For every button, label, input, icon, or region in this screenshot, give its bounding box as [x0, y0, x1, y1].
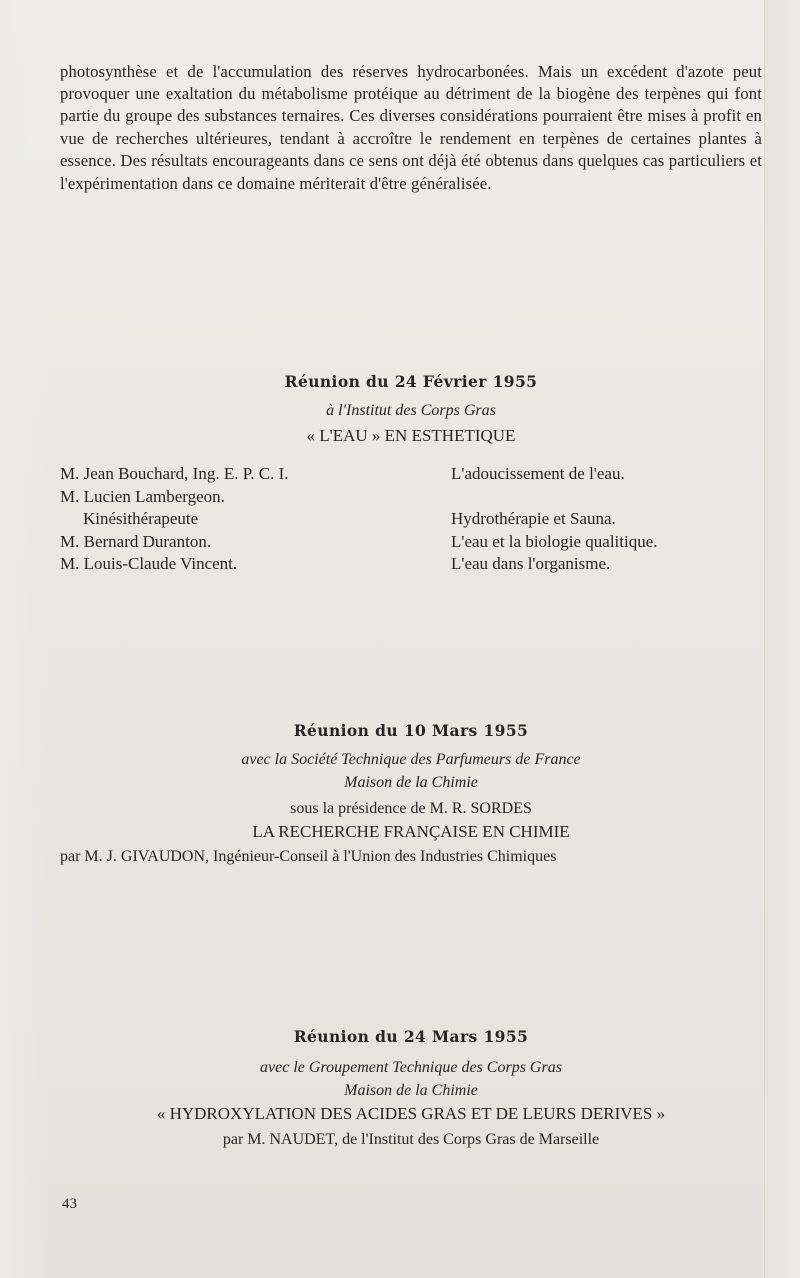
speaker-topic: Hydrothérapie et Sauna. — [451, 509, 616, 528]
meeting-1-speakers — [60, 463, 760, 576]
speaker-row — [60, 463, 760, 486]
meeting-2-presidency: sous la présidence de M. R. SORDES — [290, 800, 532, 817]
meeting-3-speaker: par M. NAUDET, de l'Institut des Corps Gras de Marseille — [222, 1131, 600, 1148]
meeting-3-venue: Maison de la Chimie — [344, 1082, 478, 1099]
speaker-row — [60, 486, 760, 509]
page-number: 43 — [62, 1196, 77, 1212]
speaker-row — [60, 553, 760, 576]
page-edge — [764, 0, 800, 1278]
meeting-2 — [60, 720, 762, 868]
speaker-role: Kinésithérapeute — [83, 509, 199, 528]
speaker-name: M. Jean Bouchard, Ing. E. P. C. I. — [60, 464, 289, 483]
speaker-name: M. Lucien Lambergeon. — [60, 486, 225, 506]
speaker-topic: L'adoucissement de l'eau. — [451, 464, 625, 483]
speaker-row — [60, 508, 760, 531]
meeting-3 — [60, 1026, 762, 1151]
meeting-1 — [60, 371, 762, 448]
speaker-topic: L'eau dans l'organisme. — [451, 554, 611, 573]
meeting-2-partner: avec la Société Technique des Parfumeurs de France — [241, 751, 581, 768]
intro-paragraph: photosynthèse et de l'accumulation des réserves hydrocarbonées. Mais un excédent d'azote peut provoquer une exaltation du métabolisme protéique au détriment de la biogène des terpènes qui font partie du groupe des substances ternaires. Ces diverses considérations pourraient être mises à profit en vue de recherches ultérieures, tendant à accroître le rendement en terpènes de certaines plantes à essence. Des résultats encourageants dans ce sens ont déjà été obtenus dans quelques cas particuliers et l'expérimentation dans ce domaine mériterait d'être généralisée. — [60, 61, 762, 193]
speaker-row — [60, 531, 760, 554]
speaker-name: M. Bernard Duranton. — [60, 531, 212, 551]
meeting-3-title: « HYDROXYLATION DES ACIDES GRAS ET DE LEURS DERIVES » — [156, 1104, 666, 1123]
meeting-1-heading: Réunion du 24 Février 1955 — [284, 372, 538, 391]
meeting-1-theme: « L'EAU » EN ESTHETIQUE — [306, 426, 516, 445]
meeting-3-heading: Réunion du 24 Mars 1955 — [293, 1027, 529, 1046]
meeting-2-title: LA RECHERCHE FRANÇAISE EN CHIMIE — [252, 822, 570, 841]
meeting-3-partner: avec le Groupement Technique des Corps Gras — [260, 1059, 562, 1076]
meeting-2-heading: Réunion du 10 Mars 1955 — [293, 721, 529, 740]
speaker-topic: L'eau et la biologie qualitique. — [451, 531, 658, 551]
speaker-name: M. Louis-Claude Vincent. — [60, 554, 238, 573]
meeting-1-venue: à l'Institut des Corps Gras — [326, 402, 496, 419]
meeting-2-speaker: par M. J. GIVAUDON, Ingénieur-Conseil à l'Union des Industries Chimiques — [60, 848, 557, 865]
meeting-2-venue: Maison de la Chimie — [344, 774, 478, 791]
